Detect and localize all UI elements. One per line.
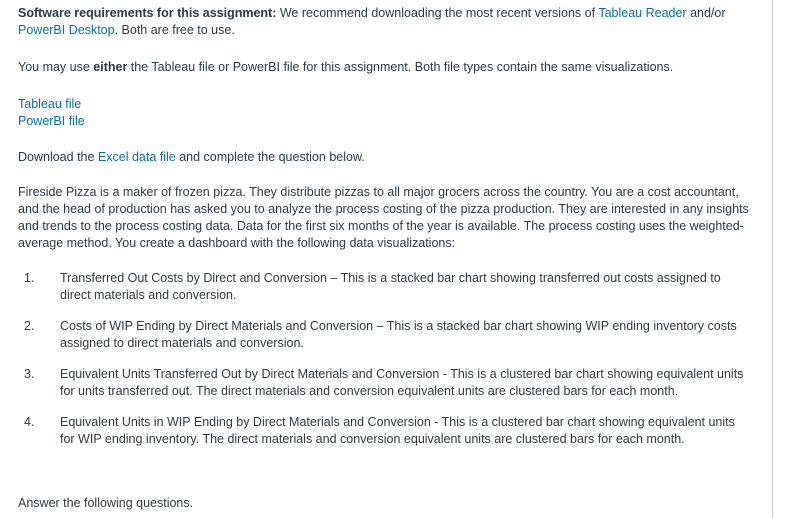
download-text-after: and complete the question below. [175, 150, 365, 164]
list-item-number: 2. [24, 319, 35, 333]
list-item-number: 3. [24, 367, 35, 381]
tableau-reader-link[interactable]: Tableau Reader [598, 6, 687, 20]
list-item [18, 318, 760, 352]
software-requirements-label: Software requirements for this assignment: [18, 6, 277, 20]
list-item [18, 366, 760, 400]
list-item-number: 1. [24, 271, 35, 285]
list-item-text: Equivalent Units Transferred Out by Direct Materials and Conversion - This is a clustered bar chart showing equivalent units for units transferred out. The direct materials and conversion equivalent units are clustered bars for each month. [60, 367, 744, 398]
list-item-text: Transferred Out Costs by Direct and Conversion – This is a stacked bar chart showing transferred out costs assigned to direct materials and conversion. [60, 271, 721, 302]
requirements-text-mid: and/or [686, 6, 726, 20]
powerbi-file-link[interactable]: PowerBI file [18, 114, 85, 128]
tableau-file-link[interactable]: Tableau file [18, 97, 82, 111]
either-file-paragraph [18, 59, 760, 76]
scenario-intro-paragraph: Fireside Pizza is a maker of frozen pizza. They distribute pizzas to all major grocers across the country. You are a cost accountant, and the head of production has asked you to analyze the process costing of the pizza production. They are interested in any insights and trends to the process costing data. Data for the first six months of the year is available. The process costing uses the weighted-average method. You create a dashboard with the following data visualizations: [18, 185, 749, 250]
list-item-number: 4. [24, 415, 35, 429]
software-requirements-paragraph [18, 5, 760, 39]
excel-data-file-link[interactable]: Excel data file [97, 150, 176, 164]
either-text-before: You may use [18, 60, 94, 74]
visualization-list [18, 270, 760, 448]
either-bold: either [93, 60, 128, 74]
download-paragraph [18, 149, 760, 166]
list-item-text: Equivalent Units in WIP Ending by Direct Materials and Conversion - This is a clustered bar chart showing equivalent units for WIP ending inventory. The direct materials and conversion equivalent units are clustered bars for each month. [60, 415, 735, 446]
download-text-before: Download the [18, 150, 98, 164]
requirements-text-after: . Both are free to use. [114, 23, 235, 37]
answer-prompt: Answer the following questions. [18, 496, 194, 510]
file-links-paragraph [18, 96, 760, 130]
either-text-after: the Tableau file or PowerBI file for this assignment. Both file types contain the same visualizations. [127, 60, 674, 74]
requirements-text-before: We recommend downloading the most recent versions of [276, 6, 599, 20]
list-item-text: Costs of WIP Ending by Direct Materials and Conversion – This is a stacked bar chart showing WIP ending inventory costs assigned to direct materials and conversion. [60, 319, 737, 350]
list-item [18, 414, 760, 448]
list-item [18, 270, 760, 304]
powerbi-desktop-link[interactable]: PowerBI Desktop [18, 23, 115, 37]
